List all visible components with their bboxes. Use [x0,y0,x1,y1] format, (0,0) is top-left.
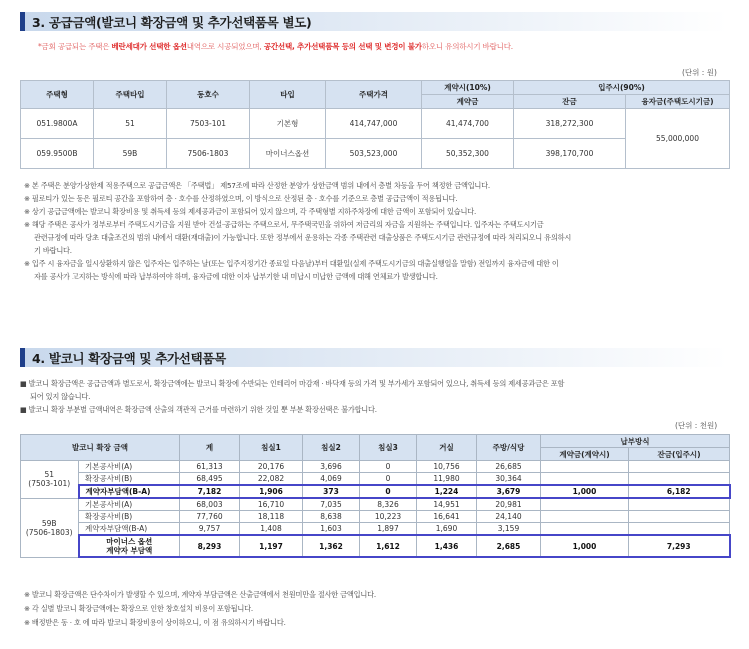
cell: 1,906 [240,485,303,498]
cell: 1,897 [360,523,417,536]
note: ※ 상기 공급금액에는 발코니 확장비용 및 취득세 등의 제세공과금이 포함되어 있지 않으며, 각 주택형별 지하주차장에 대한 금액이 포함되어 있습니다. [24,207,477,216]
cell [629,473,730,486]
section-3-title: 3. 공급금액(발코니 확장금액 및 추가선택품목 별도) [32,15,312,30]
table-row [21,498,730,511]
cell: 1,408 [240,523,303,536]
note: ※ 입주 시 융자금을 일시상환하지 않은 입주자는 입주하는 날(또는 입주지정기간 종료일 다음날)부터 대환일(실제 주택도시기금의 대출실행일을 말함) 전일까지 융자금에 대한 이 [24,259,559,268]
cell [629,523,730,536]
notice-text: 내역으로 시공되었으며, [186,42,264,51]
cell: 6,182 [629,485,730,498]
cell: 1,690 [417,523,477,536]
minus-label: 계약자 부담액 [106,546,153,555]
cell [629,511,730,523]
cell: 398,170,700 [514,139,626,169]
header-total: 계 [180,435,240,461]
cell: 051.9800A [21,109,94,139]
cell: 7503-101 [167,109,250,139]
cell: 414,747,000 [326,109,422,139]
section-marker [20,12,25,31]
header-house: 주택형 [21,81,94,109]
cell: 373 [303,485,360,498]
header-balcony: 발코니 확장 금액 [21,435,180,461]
cell: 1,197 [240,535,303,557]
cell: 1,224 [417,485,477,498]
cell [541,523,629,536]
header-unit: 동호수 [167,81,250,109]
cell: 4,069 [303,473,360,486]
note: 기 바랍니다. [34,246,72,255]
group-name: 59B [41,518,57,528]
note: ※ 각 실별 발코니 확장금액에는 확장으로 인한 창호설치 비용이 포함됩니다. [24,604,253,613]
notice-text: *금회 공급되는 주택은 [38,42,112,51]
note: ※ 필로티가 있는 동은 필로티 공간을 포함하여 층 · 호수를 산정하였으며, 이 방식으로 산정된 층 · 호수를 기준으로 층별 공급금액이 적용됩니다. [24,194,458,203]
cell: 318,272,300 [514,109,626,139]
intro-line: ■ 발코니 확장 부분별 금액내역은 확장금액 산출의 객관적 근거를 마련하기 위한 것일 뿐 부분 확장선택은 불가합니다. [20,405,377,414]
header-kitchen: 주방/식당 [477,435,541,461]
note: ※ 본 주택은 분양가상한제 적용주택으로 공급금액은 「주택법」 제57조에 따라 산정한 분양가 상한금액 범위 내에서 층별 차등을 두어 책정한 금액입니다. [24,181,491,190]
header-contract: 계약시(10%) [422,81,514,95]
cell: 41,474,700 [422,109,514,139]
cell: 2,685 [477,535,541,557]
group-unit: (7503-101) [28,479,71,489]
row-label [79,535,180,557]
table-row [21,511,730,523]
row-label: 기본공사비(A) [79,498,180,511]
header-type: 주택타입 [94,81,167,109]
supply-price-table [20,80,730,169]
cell: 10,223 [360,511,417,523]
cell: 1,436 [417,535,477,557]
cell: 기본형 [250,109,326,139]
section-4-title: 4. 발코니 확장금액 및 추가선택품목 [32,351,226,366]
cell: 30,364 [477,473,541,486]
cell: 1,603 [303,523,360,536]
group-name: 51 [44,470,55,480]
table-row-highlight [21,485,730,498]
header-deposit: 계약금 [422,95,514,109]
header-bedroom3: 침실3 [360,435,417,461]
cell: 8,638 [303,511,360,523]
note: ※ 해당 주택은 공사가 정부로부터 주택도시기금을 지원 받아 건설·공급하는 주택으로서, 무주택국민을 위하여 저금리의 자금을 지원하는 주택입니다. 입주자는 주택도시기금 [24,220,544,229]
cell: 10,756 [417,461,477,473]
cell: 61,313 [180,461,240,473]
cell: 16,641 [417,511,477,523]
notice-bold: 베란세대가 선택한 옵션 [111,42,187,51]
header-price: 주택가격 [326,81,422,109]
table-row [21,461,730,473]
cell [541,461,629,473]
cell: 22,082 [240,473,303,486]
cell: 1,000 [541,485,629,498]
unit-label: (단위 : 원) [682,68,717,77]
row-label: 확장공사비(B) [79,511,180,523]
cell: 7506-1803 [167,139,250,169]
header-bedroom1: 침실1 [240,435,303,461]
cell: 7,035 [303,498,360,511]
table-row-highlight [21,535,730,557]
header-bedroom2: 침실2 [303,435,360,461]
cell: 11,980 [417,473,477,486]
minus-label: 마이너스 옵션 [106,537,153,546]
row-label: 계약자부담액(B-A) [79,485,180,498]
unit-label: (단위 : 천원) [675,421,718,430]
group-label [21,498,79,557]
cell: 50,352,300 [422,139,514,169]
cell: 3,159 [477,523,541,536]
cell: 마이너스옵션 [250,139,326,169]
section-4-notes [24,588,376,630]
cell: 20,176 [240,461,303,473]
header-movein: 입주시(90%) [514,81,730,95]
cell: 3,679 [477,485,541,498]
cell: 059.9500B [21,139,94,169]
group-unit: (7506-1803) [25,527,73,537]
notice-text: 하오니 유의하시기 바랍니다. [421,42,513,51]
cell: 8,293 [180,535,240,557]
cell: 503,523,000 [326,139,422,169]
notice-bold: 공간선택, 추가선택품목 등의 선택 및 변경이 불가 [263,42,422,51]
group-label [21,461,79,499]
cell: 9,757 [180,523,240,536]
table-row [21,109,730,139]
table-row [21,523,730,536]
header-variant: 타입 [250,81,326,109]
cell: 0 [360,473,417,486]
header-balance: 잔금(입주시) [629,448,730,461]
row-label: 계약자부담액(B-A) [79,523,180,536]
cell: 1,000 [541,535,629,557]
cell: 14,951 [417,498,477,511]
header-deposit: 계약금(계약시) [541,448,629,461]
cell: 24,140 [477,511,541,523]
cell [541,473,629,486]
header-balance: 잔금 [514,95,626,109]
row-label: 기본공사비(A) [79,461,180,473]
note: ※ 배정받은 동 · 호 에 따라 발코니 확장비용이 상이하오니, 이 점 유의하시기 바랍니다. [24,618,286,627]
cell: 68,003 [180,498,240,511]
cell: 7,182 [180,485,240,498]
section-marker [20,348,25,367]
cell: 26,685 [477,461,541,473]
section-3-notes [24,179,571,283]
table-row [21,139,730,169]
header-payment: 납부방식 [541,435,730,448]
cell: 1,362 [303,535,360,557]
section-4-header [20,348,728,367]
note: 자를 공사가 고지하는 방식에 따라 납부하여야 하며, 융자금에 대한 이자 납부기한 내 미납시 미납한 금액에 대해 연체료가 발생합니다. [34,272,438,281]
header-living: 거실 [417,435,477,461]
cell: 3,696 [303,461,360,473]
cell-loan: 55,000,000 [626,109,730,169]
cell: 16,710 [240,498,303,511]
note: ※ 발코니 확장금액은 단수차이가 발생할 수 있으며, 계약자 부담금액은 산출금액에서 천원미만을 절사한 금액입니다. [24,590,376,599]
balcony-table [20,434,731,558]
cell [541,511,629,523]
intro-line: 되어 있지 않습니다. [30,392,91,401]
cell: 18,118 [240,511,303,523]
cell: 8,326 [360,498,417,511]
section-3-header [20,12,728,31]
cell: 1,612 [360,535,417,557]
cell [629,498,730,511]
table-row [21,473,730,486]
header-loan: 융자금(주택도시기금) [626,95,730,109]
cell: 68,495 [180,473,240,486]
cell: 0 [360,485,417,498]
cell: 7,293 [629,535,730,557]
cell: 20,981 [477,498,541,511]
cell [629,461,730,473]
notice-line [38,41,513,52]
cell: 59B [94,139,167,169]
cell: 77,760 [180,511,240,523]
section-4-intro [20,377,564,416]
note: 관련규정에 따라 당초 대출조건의 범위 내에서 대환(재대출)이 가능합니다. 또한 정부에서 운용하는 각종 주택관련 대출상품은 주택도시기금 관련규정에 따라 처리되오니 유의하시 [34,233,572,242]
cell: 51 [94,109,167,139]
cell [541,498,629,511]
row-label: 확장공사비(B) [79,473,180,486]
cell: 0 [360,461,417,473]
intro-line: ■ 발코니 확장금액은 공급금액과 별도로서, 확장금액에는 발코니 확장에 수반되는 인테리어 마감재 · 바닥재 등의 가격 및 부가세가 포함되어 있으나, 취득세 등의 제세공과금은 포함 [20,379,565,388]
